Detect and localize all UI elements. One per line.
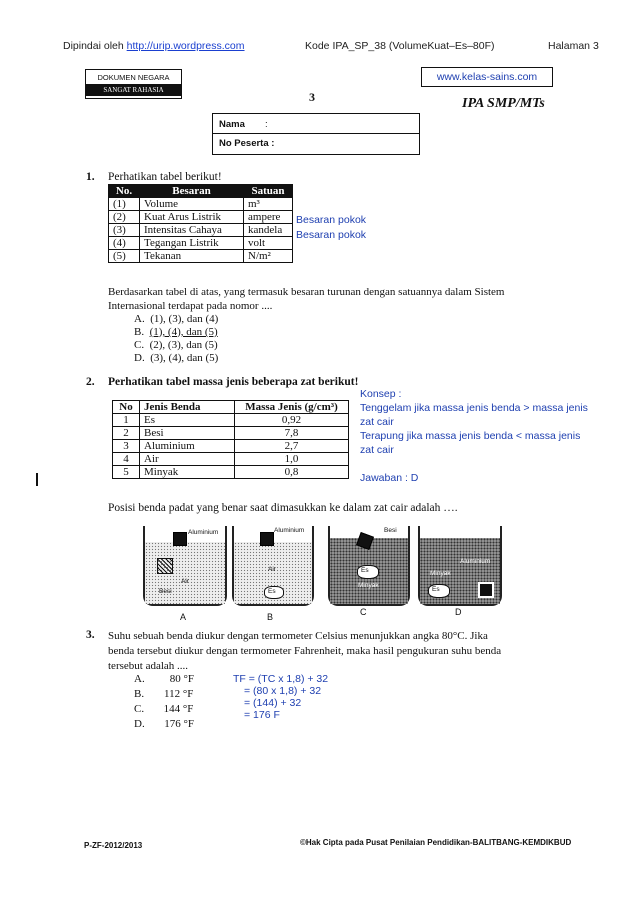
table-row: (4) Tegangan Listrik volt xyxy=(109,237,293,250)
beaker-label-d: D xyxy=(455,607,462,617)
q3-option-b[interactable]: B. 112 °F xyxy=(134,688,194,700)
scan-link[interactable]: http://urip.wordpress.com xyxy=(126,40,245,52)
table-row: 4 Air 1,0 xyxy=(113,453,349,466)
q1-option-a[interactable]: A. (1), (3), dan (4) xyxy=(134,313,219,325)
q3-line3: tersebut adalah .... xyxy=(108,660,189,672)
footer-copyright: ©Hak Cipta pada Pusat Penilaian Pendidikan-BALITBANG-KEMDIKBUD xyxy=(300,838,572,847)
beaker-c: Besi Es Minyak xyxy=(328,526,410,606)
document-code: Kode IPA_SP_38 (VolumeKuat–Es–80F) xyxy=(305,40,495,52)
table-row: (5) Tekanan N/m² xyxy=(109,250,293,263)
q1-question-line2: Internasional terdapat pada nomor .... xyxy=(108,300,273,312)
q3-working: TF = (TC x 1,8) + 32 = (80 x 1,8) + 32 = (144) + 32 = 176 F xyxy=(233,673,329,721)
q1-option-d[interactable]: D. (3), (4), dan (5) xyxy=(134,352,219,364)
q3-option-d[interactable]: D. 176 °F xyxy=(134,718,194,730)
beaker-label-b: B xyxy=(267,612,274,622)
q1-note-pokok-2: Besaran pokok xyxy=(296,229,367,241)
table-row: (3) Intensitas Cahaya kandela xyxy=(109,224,293,237)
beaker-d: Aluminium Minyak Es xyxy=(418,526,502,606)
table-row: (1) Volume m³ xyxy=(109,198,293,211)
page-indicator: Halaman 3 xyxy=(548,40,599,52)
q1-option-b[interactable]: B. (1), (4), dan (5) xyxy=(134,326,218,338)
scan-mark xyxy=(36,473,38,486)
q3-line2: benda tersebut diukur dengan termometer Fahrenheit, maka hasil pengukuran suhu benda xyxy=(108,645,502,657)
q3-option-c[interactable]: C. 144 °F xyxy=(134,703,194,715)
scan-credit: Dipindai oleh http://urip.wordpress.com xyxy=(63,40,245,52)
table-row: 5 Minyak 0,8 xyxy=(113,466,349,479)
footer-code: P-ZF-2012/2013 xyxy=(84,841,143,850)
q2-question: Posisi benda padat yang benar saat dimasukkan ke dalam zat cair adalah …. xyxy=(108,502,458,514)
q1-option-c[interactable]: C. (2), (3), dan (5) xyxy=(134,339,218,351)
table-row: 3 Aluminium 2,7 xyxy=(113,440,349,453)
page-number: 3 xyxy=(309,90,315,104)
table-row: (2) Kuat Arus Listrik ampere xyxy=(109,211,293,224)
q1-prompt: Perhatikan tabel berikut! xyxy=(108,171,222,183)
identity-box: Nama : No Peserta : xyxy=(212,113,420,155)
table-row: 1 Es 0,92 xyxy=(113,414,349,427)
beaker-label-c: C xyxy=(360,607,367,617)
q1-question-line1: Berdasarkan tabel di atas, yang termasuk besaran turunan dengan satuannya dalam Sistem xyxy=(108,286,505,298)
beaker-b: Aluminium Air Es xyxy=(232,526,314,606)
q2-table: No Jenis Benda Massa Jenis (g/cm³) 1 Es 0,92 2 Besi 7,8 3 Aluminium 2,7 4 Air 1,0 5 Minyak 0,8 xyxy=(112,400,349,479)
beaker-label-a: A xyxy=(180,612,187,622)
q2-prompt: Perhatikan tabel massa jenis beberapa zat berikut! xyxy=(108,376,359,388)
q2-concept-note: Konsep : Tenggelam jika massa jenis benda > massa jenis zat cair Terapung jika massa jenis benda < massa jenis zat cair Jawaban : D xyxy=(360,388,588,484)
q3-line1: Suhu sebuah benda diukur dengan termometer Celsius menunjukkan angka 80°C. Jika xyxy=(108,630,488,642)
q3-option-a[interactable]: A. 80 °F xyxy=(134,673,194,685)
beaker-a: Aluminium Air Besi xyxy=(143,526,227,606)
site-watermark: www.kelas-sains.com xyxy=(421,67,553,87)
q1-table: No. Besaran Satuan (1) Volume m³ (2) Kuat Arus Listrik ampere (3) Intensitas Cahaya kandela (4) Tegangan Listrik volt (5) Tekanan N/m² xyxy=(108,184,293,263)
subject-title: IPA SMP/MTs xyxy=(462,96,545,111)
table-row: 2 Besi 7,8 xyxy=(113,427,349,440)
q1-note-pokok-1: Besaran pokok xyxy=(296,214,367,226)
classification-stamp: DOKUMEN NEGARA SANGAT RAHASIA xyxy=(85,69,182,99)
